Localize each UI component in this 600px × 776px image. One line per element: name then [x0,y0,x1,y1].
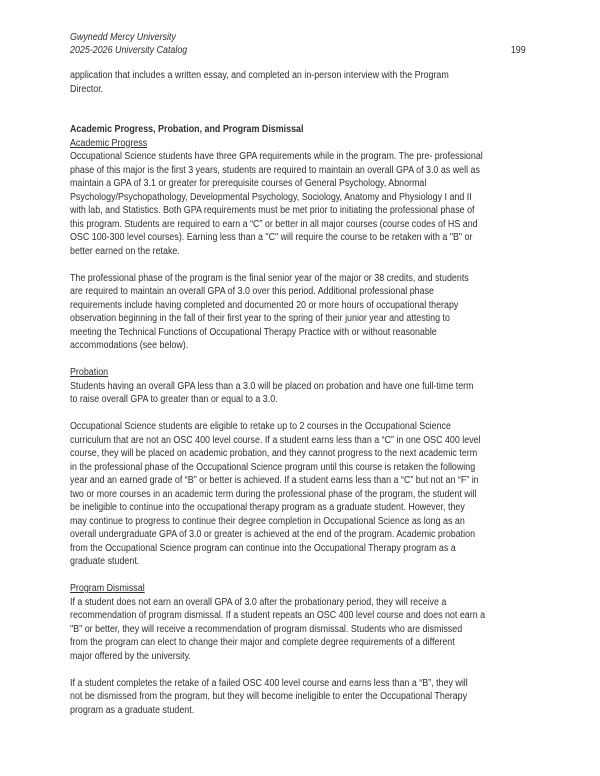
text-line: are required to maintain an overall GPA of 3.0 over this period. Additional professional phase [70,286,434,297]
text-line: The professional phase of the program is the final senior year of the major or 38 credits, and students [70,272,469,284]
text-line: curriculum that are not an OSC 400 level course. If a student earns less than a “C” in one OSC 400 level [70,434,481,446]
text-line: Occupational Science students have three GPA requirements while in the program. The pre- professional [70,151,483,162]
paragraph [70,420,531,569]
document-body [70,69,531,717]
text-line: meeting the Technical Functions of Occupational Therapy Practice with or without reasonable [70,326,437,338]
text-line: not be dismissed from the program, but they will become ineligible to enter the Occupational Therapy [70,691,468,702]
text-line: maintain a GPA of 3.1 or greater for prerequisite courses of General Psychology, Abnormal [70,178,427,189]
text-line: OSC 100-300 level courses). Earning less than a "C" will require the course to be retaken with a "B" or [70,232,473,243]
text-line: accommodations (see below). [70,340,189,351]
paragraph [70,69,531,96]
paragraph [70,150,531,258]
text-line: better earned on the retake. [70,245,180,257]
text-line: from the Occupational Science program can continue into the Occupational Therapy program as a [70,542,456,554]
text-line: Program Dismissal [70,583,145,594]
subsection-heading [70,137,531,151]
text-line: Students having an overall GPA less than a 3.0 will be placed on probation and have one full-time term [70,380,474,392]
text-line: requirements include having completed and documented 20 or more hours of occupational therapy [70,299,459,311]
paragraph [70,380,531,407]
catalog-title: 2025-2026 University Catalog [70,45,188,56]
text-line: course, they will be placed on academic probation, and they cannot progress to the next academic term [70,448,478,459]
text-line: in the professional phase of the Occupational Science program until this course is retaken the following [70,461,476,473]
text-line: program as a graduate student. [70,704,195,716]
text-line: major offered by the university. [70,650,191,662]
text-line: Director. [70,83,104,95]
text-line: application that includes a written essay, and completed an in-person interview with the Program [70,70,449,81]
text-line: "B" or better, they will receive a recommendation of program dismissal. Students who are dismissed [70,623,463,635]
text-line: graduate student. [70,556,140,567]
text-line: may continue to progress to continue their degree completion in Occupational Science as long as an [70,515,465,527]
text-line: Occupational Science students are eligible to retake up to 2 courses in the Occupational Science [70,421,451,432]
subsection-heading [70,582,531,596]
text-line: recommendation of program dismissal. If a student repeats an OSC 400 level course and does not earn a [70,610,486,621]
text-line: from the program can elect to change their major and complete degree requirements of a different [70,637,455,648]
text-line: If a student completes the retake of a failed OSC 400 level course and earns less than a “B”, they will [70,677,468,689]
paragraph [70,272,531,353]
text-line: to raise overall GPA to greater than or equal to a 3.0. [70,394,278,405]
text-line: Academic Progress, Probation, and Program Dismissal [70,124,304,135]
text-line: overall undergraduate GPA of 3.0 or greater is achieved at the end of the program. Academic probation [70,529,476,540]
subsection-heading [70,366,531,380]
text-line: observation beginning in the fall of their first year to the spring of their junior year and attesting to [70,313,450,324]
university-name: Gwynedd Mercy University [70,32,176,43]
text-line: be ineligible to continue into the occupational therapy program as a graduate student. However, they [70,502,465,513]
paragraph [70,596,531,664]
paragraph [70,677,531,718]
text-line: two or more courses in an academic term during the professional phase of the program, the student will [70,488,477,500]
text-line: this program. Students are required to earn a “C” or better in all major courses (course codes of HS and [70,218,478,230]
text-line: Psychology/Psychopathology, Developmental Psychology, Sociology, Anatomy and Physiology I and II [70,191,472,203]
text-line: If a student does not earn an overall GPA of 3.0 after the probationary period, they will receive a [70,596,447,608]
text-line: Academic Progress [70,137,148,149]
text-line: phase of this major is the first 3 years, students are required to maintain an overall GPA of 3.0 as well as [70,164,480,176]
header-title-block [70,31,202,57]
section-heading [70,123,531,137]
text-line: with lab, and Statistics. Both GPA requirements must be met prior to initiating the professional phase of [70,205,475,216]
page-number: 199 [511,45,526,56]
text-line: Probation [70,367,109,378]
page-header [70,31,531,57]
text-line: year and an earned grade of “B” or better is achieved. If a student earns less than a “C” but not an “F” in [70,475,479,486]
